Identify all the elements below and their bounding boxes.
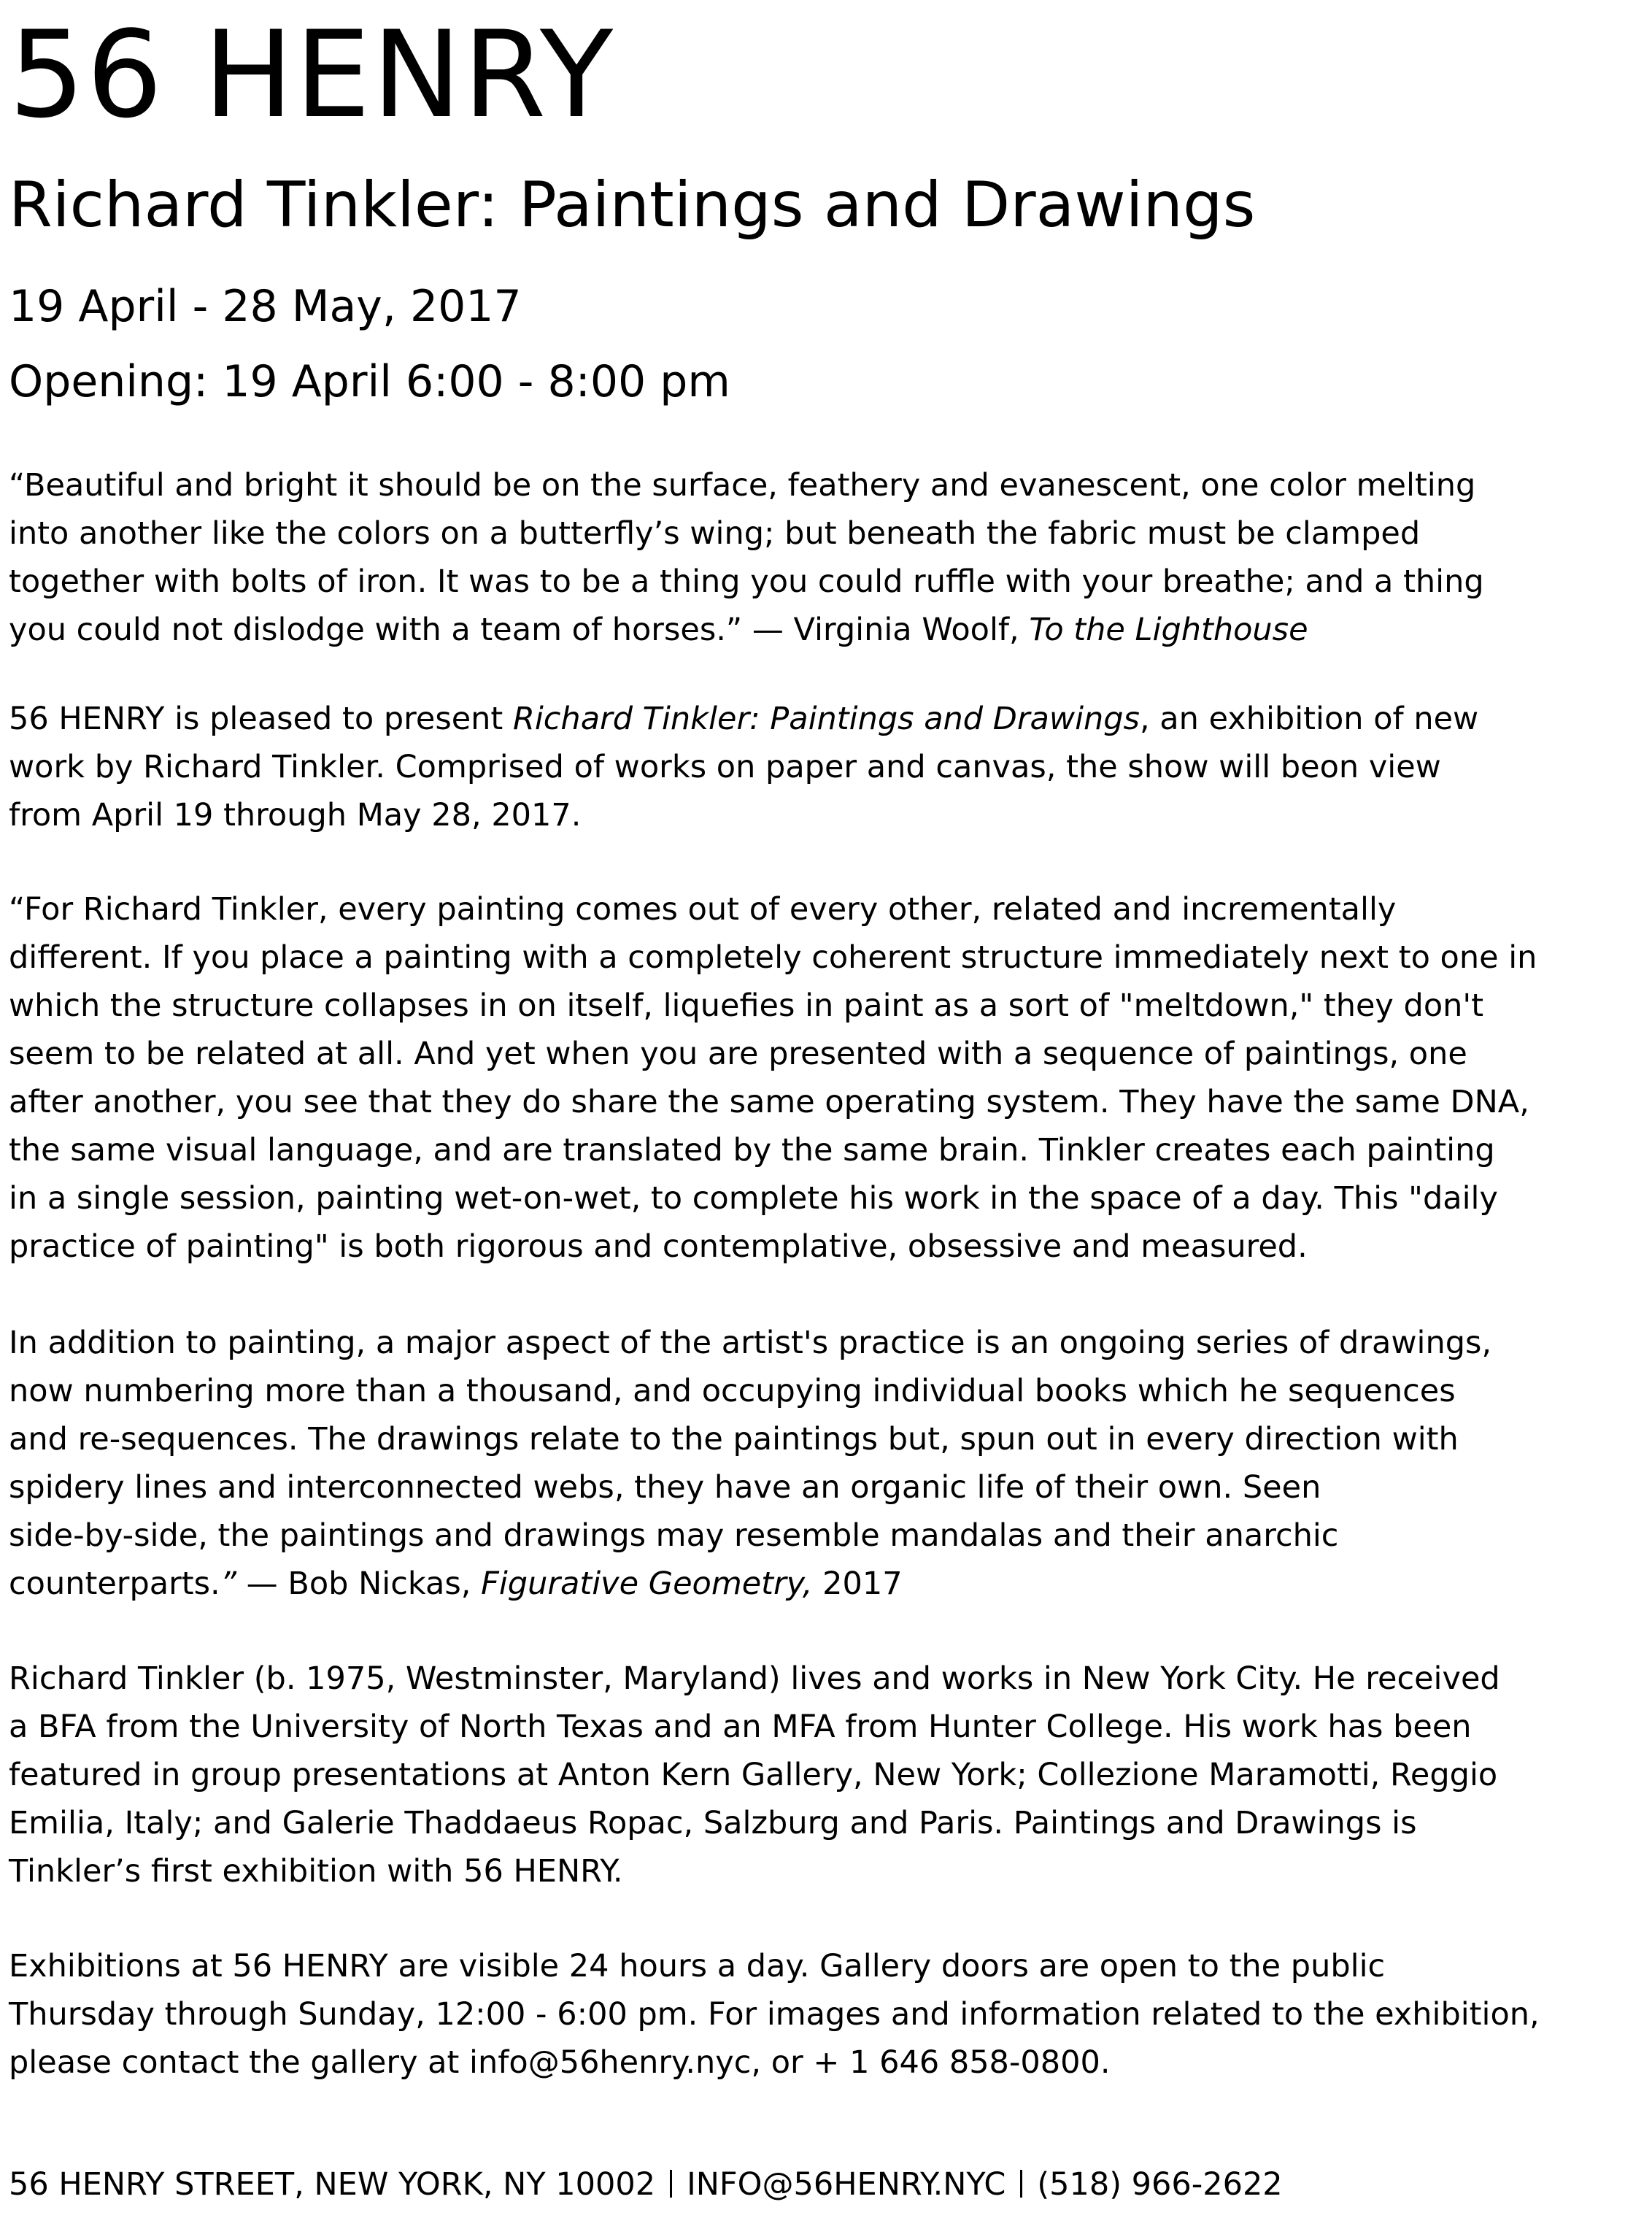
footer-divider <box>1020 2170 1022 2198</box>
essay-line: seem to be related at all. And yet when you are presented with a sequence of paintings, one <box>9 1036 1467 1072</box>
essay-line: “For Richard Tinkler, every painting comes out of every other, related and incrementally <box>9 891 1397 928</box>
bio-line: featured in group presentations at Anton Kern Gallery, New York; Collezione Maramotti, Reggio <box>9 1757 1498 1793</box>
opening-reception: Opening: 19 April 6:00 - 8:00 pm <box>9 356 730 407</box>
quote-line: into another like the colors on a butterfly’s wing; but beneath the fabric must be clamped <box>9 515 1421 552</box>
drawings-line: side-by-side, the paintings and drawings may resemble mandalas and their anarchic <box>9 1517 1339 1554</box>
bio-line: a BFA from the University of North Texas and an MFA from Hunter College. His work has been <box>9 1709 1472 1745</box>
essay-line: which the structure collapses in on itself, liquefies in paint as a sort of "meltdown," they don't <box>9 987 1484 1024</box>
essay-line: after another, you see that they do share the same operating system. They have the same DNA, <box>9 1084 1529 1120</box>
drawings-line: In addition to painting, a major aspect of the artist's practice is an ongoing series of drawings, <box>9 1325 1492 1361</box>
footer-address: 56 HENRY STREET, NEW YORK, NY 10002 <box>9 2166 656 2203</box>
nickas-source-year: 2017 <box>812 1566 903 1602</box>
footer-phone[interactable]: (518) 966-2622 <box>1037 2166 1283 2203</box>
exhibition-title-italic: Richard Tinkler: Paintings and Drawings <box>512 701 1140 737</box>
quote-line <box>9 606 1484 654</box>
essay-line: practice of painting" is both rigorous and contemplative, obsessive and measured. <box>9 1228 1308 1265</box>
quote-attribution: you could not dislodge with a team of horses.” — Virginia Woolf, <box>9 612 1030 648</box>
bio-line: Emilia, Italy; and Galerie Thaddaeus Ropac, Salzburg and Paris. Paintings and Drawings is <box>9 1805 1417 1841</box>
essay-paragraph <box>9 885 1537 1271</box>
essay-line: different. If you place a painting with a completely coherent structure immediately next to one in <box>9 939 1537 976</box>
footer-email[interactable]: INFO@56HENRY.NYC <box>687 2166 1006 2203</box>
intro-line: from April 19 through May 28, 2017. <box>9 797 582 833</box>
nickas-attribution: — Bob Nickas, <box>236 1566 482 1602</box>
drawings-paragraph <box>9 1319 1491 1608</box>
intro-paragraph <box>9 695 1478 839</box>
bio-paragraph <box>9 1655 1500 1895</box>
closing-quote-mark: ” <box>220 1566 236 1602</box>
woolf-quote <box>9 461 1484 654</box>
drawings-line <box>9 1560 1491 1608</box>
essay-line: the same visual language, and are translated by the same brain. Tinkler creates each painting <box>9 1132 1495 1168</box>
essay-line: in a single session, painting wet-on-wet, to complete his work in the space of a day. This "daily <box>9 1180 1498 1217</box>
footer-contact <box>9 2160 1283 2209</box>
visiting-line: please contact the gallery at info@56henry.nyc, or + 1 646 858-0800. <box>9 2044 1111 2081</box>
quote-line: “Beautiful and bright it should be on the surface, feathery and evanescent, one color melting <box>9 467 1476 504</box>
intro-line <box>9 695 1478 743</box>
quote-source-title: To the Lighthouse <box>1029 612 1308 648</box>
exhibition-title: Richard Tinkler: Paintings and Drawings <box>9 169 1256 242</box>
exhibition-dates: 19 April - 28 May, 2017 <box>9 281 522 332</box>
gallery-name: 56 HENRY <box>9 5 615 145</box>
visiting-paragraph <box>9 1942 1540 2087</box>
intro-text: 56 HENRY is pleased to present <box>9 701 513 737</box>
bio-line: Richard Tinkler (b. 1975, Westminster, Maryland) lives and works in New York City. He received <box>9 1660 1500 1697</box>
drawings-line: and re-sequences. The drawings relate to the paintings but, spun out in every direction with <box>9 1421 1459 1458</box>
drawings-text: counterparts. <box>9 1566 220 1602</box>
intro-line: work by Richard Tinkler. Comprised of works on paper and canvas, the show will beon view <box>9 749 1441 785</box>
footer-divider <box>670 2170 672 2198</box>
drawings-line: spidery lines and interconnected webs, they have an organic life of their own. Seen <box>9 1469 1321 1506</box>
bio-line: Tinkler’s first exhibition with 56 HENRY. <box>9 1853 623 1890</box>
quote-line: together with bolts of iron. It was to be a thing you could ruffle with your breathe; and a thing <box>9 563 1484 600</box>
intro-text: , an exhibition of new <box>1139 701 1479 737</box>
visiting-line: Exhibitions at 56 HENRY are visible 24 hours a day. Gallery doors are open to the public <box>9 1948 1386 1984</box>
drawings-line: now numbering more than a thousand, and occupying individual books which he sequences <box>9 1373 1456 1409</box>
visiting-line: Thursday through Sunday, 12:00 - 6:00 pm. For images and information related to the exhibition, <box>9 1996 1540 2033</box>
nickas-source-title: Figurative Geometry, <box>481 1566 813 1602</box>
